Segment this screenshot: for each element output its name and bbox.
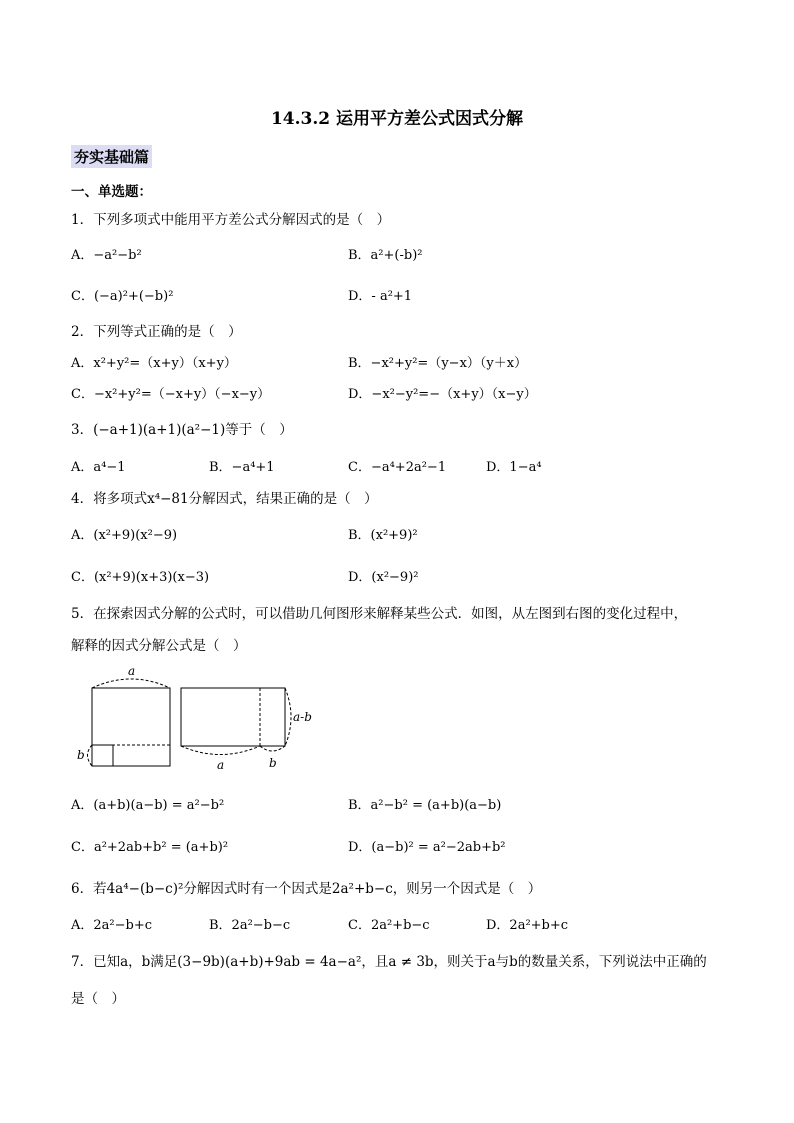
question-4-option-c[interactable]: C．(x²+9)(x+3)(x−3) <box>71 570 210 585</box>
question-2-option-d[interactable]: D．−x²−y²=−（x+y）（x−y） <box>348 387 537 402</box>
page-title: 14.3.2 运用平方差公式因式分解 <box>270 109 524 129</box>
question-1-option-c[interactable]: C．(−a)²+(−b)² <box>71 289 174 304</box>
question-3-stem: 3．(−a+1)(a+1)(a²−1)等于（ ） <box>71 422 293 438</box>
question-5-option-c[interactable]: C．a²+2ab+b² = (a+b)² <box>71 840 229 855</box>
figure-label-b-left: b <box>77 748 85 762</box>
question-5-figure <box>75 660 325 775</box>
question-3-option-a[interactable]: A．a⁴−1 <box>71 460 126 475</box>
question-3-option-d[interactable]: D．1−a⁴ <box>486 460 542 475</box>
figure-right-rectangle <box>181 688 285 746</box>
question-6-stem: 6．若4a⁴−(b−c)²分解因式时有一个因式是2a²+b−c，则另一个因式是（ ） <box>71 881 542 897</box>
question-6-option-c[interactable]: C．2a²+b−c <box>348 918 430 933</box>
figure-label-b-bottom: b <box>269 756 277 770</box>
question-2-option-b[interactable]: B．−x²+y²=（y−x）（y＋x） <box>348 356 528 371</box>
question-7-stem-line-2: 是（ ） <box>71 991 125 1007</box>
question-2-stem: 2．下列等式正确的是（ ） <box>71 324 242 340</box>
question-1-option-b[interactable]: B．a²+(-b)² <box>348 248 423 263</box>
figure-brace-b-left <box>88 745 93 766</box>
figure-label-a-top: a <box>128 664 136 678</box>
question-4-stem: 4．将多项式x⁴−81分解因式，结果正确的是（ ） <box>71 491 378 507</box>
sub-heading: 一、单选题： <box>71 184 152 200</box>
question-6-option-d[interactable]: D．2a²+b+c <box>486 918 569 933</box>
question-4-option-a[interactable]: A．(x²+9)(x²−9) <box>71 528 178 543</box>
question-5-option-d[interactable]: D．(a−b)² = a²−2ab+b² <box>348 840 506 855</box>
figure-label-amb: a-b <box>293 710 312 724</box>
question-4-option-d[interactable]: D．(x²−9)² <box>348 570 419 585</box>
question-5-option-a[interactable]: A．(a+b)(a−b) = a²−b² <box>71 798 225 813</box>
figure-brace-a-top <box>92 679 170 688</box>
section-heading: 夯实基础篇 <box>71 145 152 168</box>
question-1-option-d[interactable]: D．- a²+1 <box>348 289 413 304</box>
question-3-option-c[interactable]: C．−a⁴+2a²−1 <box>348 460 447 475</box>
figure-label-a-bottom: a <box>217 758 225 772</box>
figure-left-square <box>92 688 170 766</box>
question-5-stem-line-2: 解释的因式分解公式是（ ） <box>71 638 247 654</box>
figure-small-square <box>92 745 113 766</box>
question-4-option-b[interactable]: B．(x²+9)² <box>348 528 418 543</box>
question-7-stem-line-1: 7．已知a，b满足(3−9b)(a+b)+9ab = 4a−a²，且a ≠ 3b，则关于a与b的数量关系，下列说法中正确的 <box>71 954 707 970</box>
question-2-option-a[interactable]: A．x²+y²=（x+y）（x+y） <box>71 356 237 371</box>
question-6-option-b[interactable]: B．2a²−b−c <box>209 918 291 933</box>
question-3-option-b[interactable]: B．−a⁴+1 <box>209 460 275 475</box>
figure-brace-b-bottom <box>260 746 285 751</box>
question-1-option-a[interactable]: A．−a²−b² <box>71 248 142 263</box>
figure-brace-amb <box>285 688 291 746</box>
question-1-stem: 1．下列多项式中能用平方差公式分解因式的是（ ） <box>71 212 391 228</box>
question-5-stem-line-1: 5．在探索因式分解的公式时，可以借助几何图形来解释某些公式．如图，从左图到右图的变化过程中， <box>71 606 688 622</box>
figure-brace-a-bottom <box>181 746 260 755</box>
question-2-option-c[interactable]: C．−x²+y²=（−x+y）（−x−y） <box>71 387 271 402</box>
question-5-option-b[interactable]: B．a²−b² = (a+b)(a−b) <box>348 798 502 813</box>
question-6-option-a[interactable]: A．2a²−b+c <box>71 918 153 933</box>
